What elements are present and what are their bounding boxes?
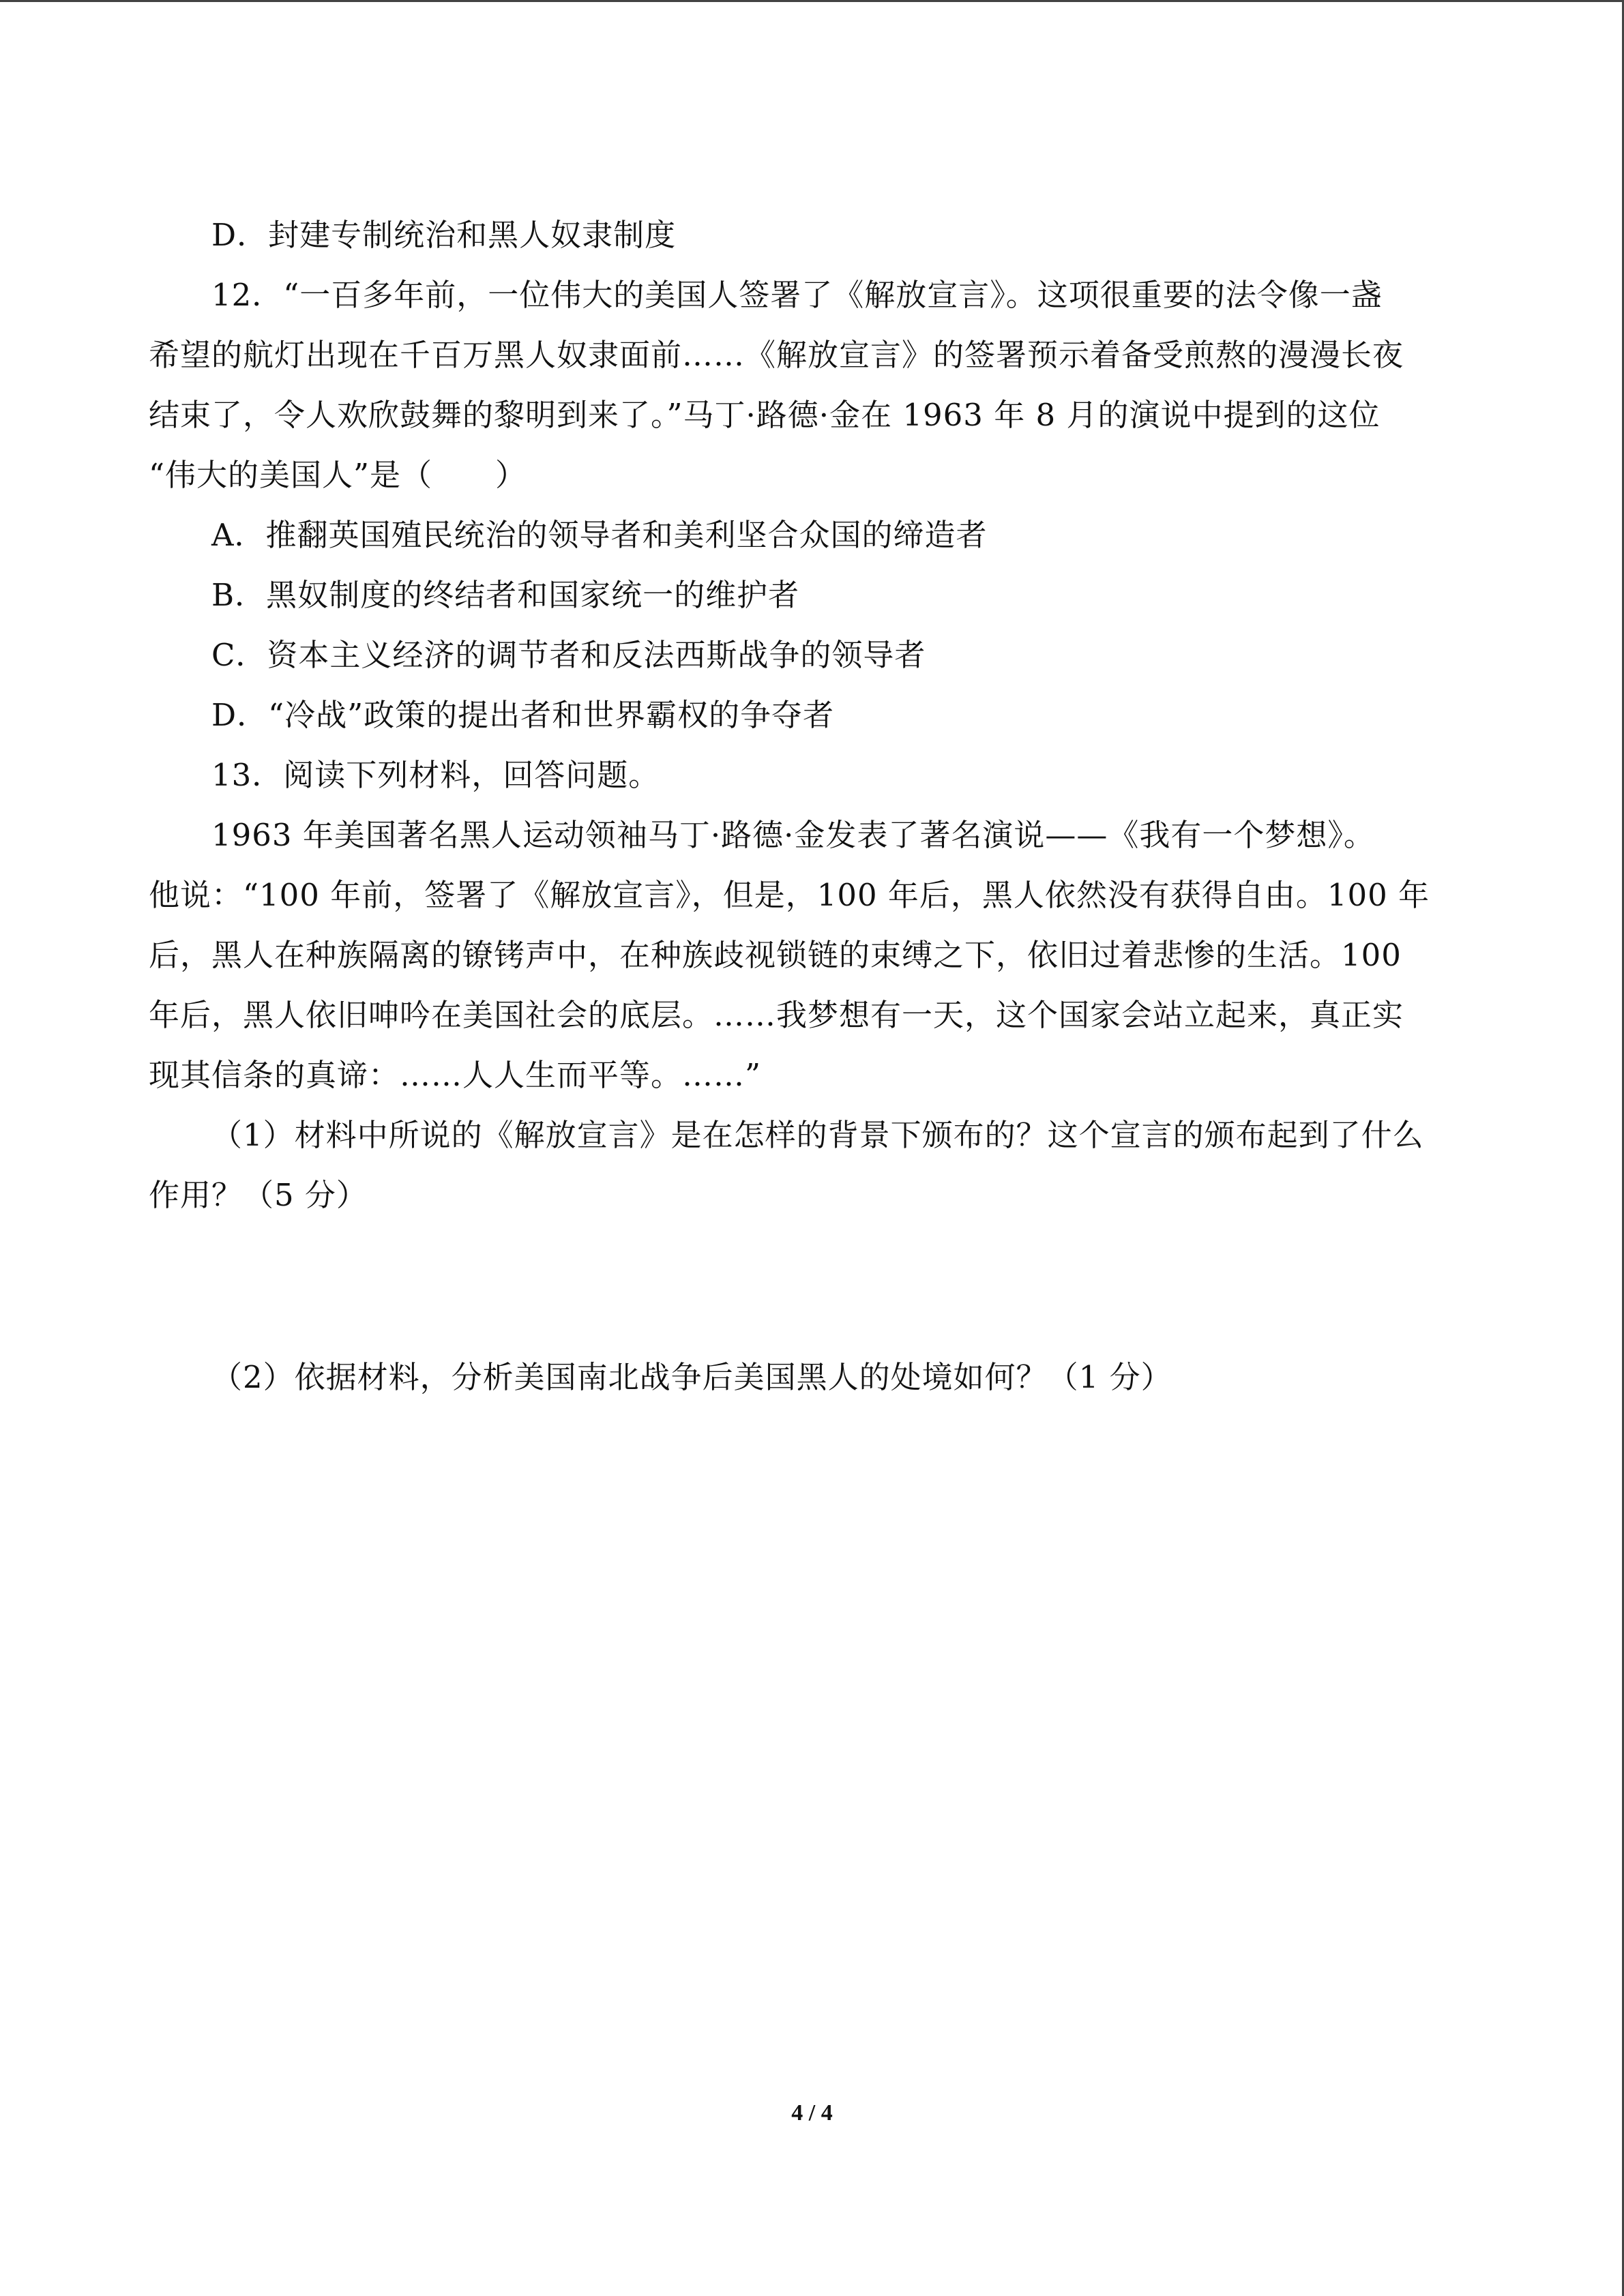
q13-subquestion-1-line-1: （1）材料中所说的《解放宣言》是在怎样的背景下颁布的？这个宣言的颁布起到了什么 <box>211 1117 1424 1153</box>
page-number: 4 / 4 <box>791 2100 833 2126</box>
q12-stem-line-4: “伟大的美国人”是（ ） <box>149 457 527 493</box>
q12-option-a: A．推翻英国殖民统治的领导者和美利坚合众国的缔造者 <box>211 517 988 553</box>
q11-option-d: D．封建专制统治和黑人奴隶制度 <box>211 217 677 253</box>
q12-stem-line-2: 希望的航灯出现在千百万黑人奴隶面前……《解放宣言》的签署预示着备受煎熬的漫漫长夜 <box>149 337 1404 373</box>
q13-material-line-2: 他说：“100 年前，签署了《解放宣言》，但是，100 年后，黑人依然没有获得自由。100 年 <box>149 877 1430 913</box>
q13-material-line-3: 后，黑人在种族隔离的镣铐声中，在种族歧视锁链的束缚之下，依旧过着悲惨的生活。100 <box>149 937 1402 973</box>
page-top-border <box>0 0 1624 2</box>
q12-stem-line-1: 12．“一百多年前，一位伟大的美国人签署了《解放宣言》。这项很重要的法令像一盏 <box>211 277 1383 313</box>
q13-subquestion-2: （2）依据材料，分析美国南北战争后美国黑人的处境如何？（1 分） <box>211 1359 1172 1395</box>
q13-heading: 13．阅读下列材料，回答问题。 <box>211 757 660 793</box>
q12-option-b: B．黑奴制度的终结者和国家统一的维护者 <box>211 577 800 613</box>
q13-material-line-1: 1963 年美国著名黑人运动领袖马丁·路德·金发表了著名演说——《我有一个梦想》。 <box>211 817 1375 853</box>
q12-stem-line-3: 结束了，令人欢欣鼓舞的黎明到来了。”马丁·路德·金在 1963 年 8 月的演说中提到的这位 <box>149 397 1381 433</box>
q13-material-line-4: 年后，黑人依旧呻吟在美国社会的底层。……我梦想有一天，这个国家会站立起来，真正实 <box>149 997 1404 1033</box>
q12-option-d: D．“冷战”政策的提出者和世界霸权的争夺者 <box>211 697 835 733</box>
q13-material-line-5: 现其信条的真谛：……人人生而平等。……” <box>149 1057 762 1093</box>
q13-subquestion-1-line-2: 作用？（5 分） <box>149 1177 368 1213</box>
q12-option-c: C．资本主义经济的调节者和反法西斯战争的领导者 <box>211 637 926 673</box>
